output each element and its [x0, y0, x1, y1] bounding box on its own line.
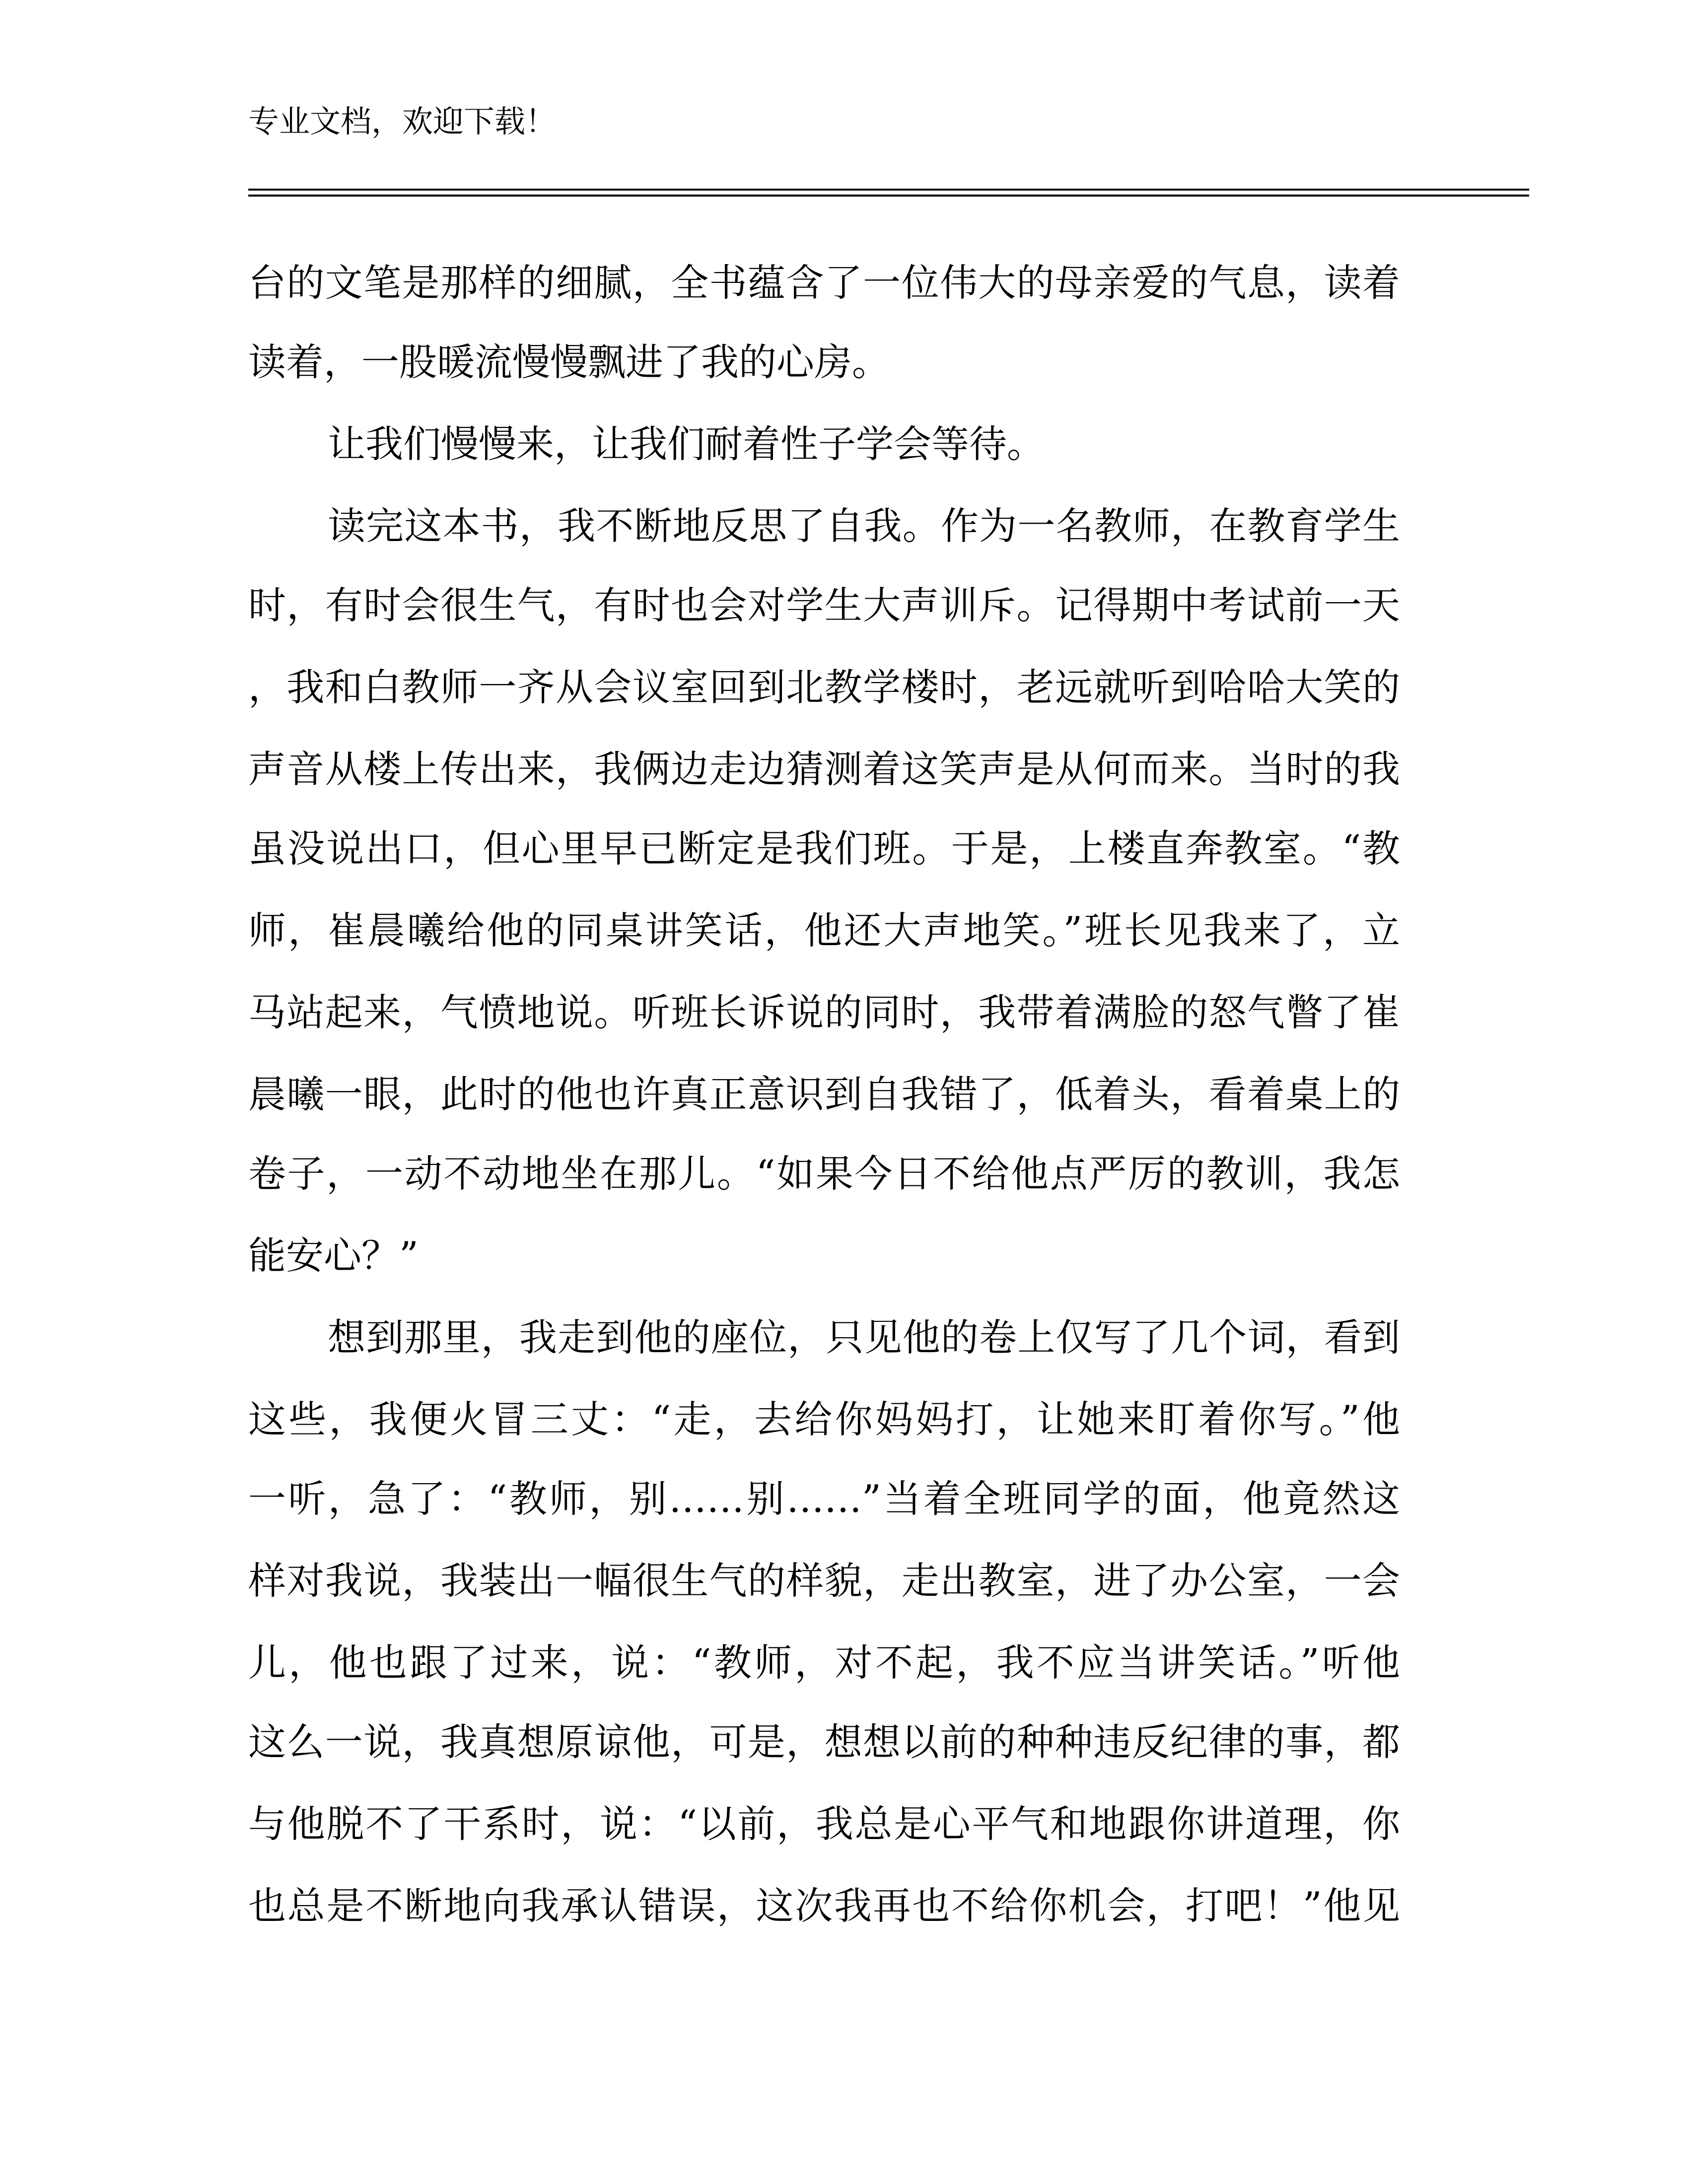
text-line: 声音从楼上传出来，我俩边走边猜测着这笑声是从何而来。当时的我: [248, 747, 1400, 791]
header-rule-bottom: [248, 195, 1529, 197]
text-line: 时，有时会很生气，有时也会对学生大声训斥。记得期中考试前一天: [248, 583, 1400, 627]
text-line: 马站起来，气愤地说。听班长诉说的同时，我带着满脸的怒气瞥了崔: [248, 990, 1400, 1034]
text-line: 卷子，一动不动地坐在那儿。“如果今日不给他点严厉的教训，我怎: [248, 1152, 1400, 1196]
text-line: 儿，他也跟了过来，说：“教师，对不起，我不应当讲笑话。”听他: [248, 1640, 1400, 1685]
text-line: 读完这本书，我不断地反思了自我。作为一名教师，在教育学生: [328, 504, 1400, 548]
text-line: ，我和白教师一齐从会议室回到北教学楼时，老远就听到哈哈大笑的: [248, 665, 1400, 709]
text-line: 一听，急了：“教师，别……别……”当着全班同学的面，他竟然这: [248, 1477, 1400, 1521]
text-line: 样对我说，我装出一幅很生气的样貌，走出教室，进了办公室，一会: [248, 1559, 1400, 1603]
text-line: 让我们慢慢来，让我们耐着性子学会等待。: [328, 422, 1045, 466]
text-line: 师，崔晨曦给他的同桌讲笑话，他还大声地笑。”班长见我来了，立: [248, 908, 1400, 953]
text-line: 晨曦一眼，此时的他也许真正意识到自我错了，低着头，看着桌上的: [248, 1072, 1400, 1116]
text-line: 也总是不断地向我承认错误，这次我再也不给你机会，打吧！”他见: [248, 1884, 1400, 1928]
header-rule-top: [248, 189, 1529, 191]
text-line: 与他脱不了干系时，说：“以前，我总是心平气和地跟你讲道理，你: [248, 1802, 1400, 1846]
text-line: 虽没说出口，但心里早已断定是我们班。于是，上楼直奔教室。“教: [248, 826, 1400, 871]
text-line: 能安心？”: [248, 1233, 419, 1278]
text-line: 台的文笔是那样的细腻，全书蕴含了一位伟大的母亲爱的气息，读着: [248, 261, 1400, 305]
text-line: 这些，我便火冒三丈：“走，去给你妈妈打，让她来盯着你写。”他: [248, 1397, 1400, 1441]
page-header: 专业文档，欢迎下载！: [248, 103, 557, 139]
text-line: 读着，一股暖流慢慢飘进了我的心房。: [248, 340, 890, 384]
text-line: 想到那里，我走到他的座位，只见他的卷上仅写了几个词，看到: [328, 1315, 1400, 1360]
text-line: 这么一说，我真想原谅他，可是，想想以前的种种违反纪律的事，都: [248, 1720, 1400, 1764]
